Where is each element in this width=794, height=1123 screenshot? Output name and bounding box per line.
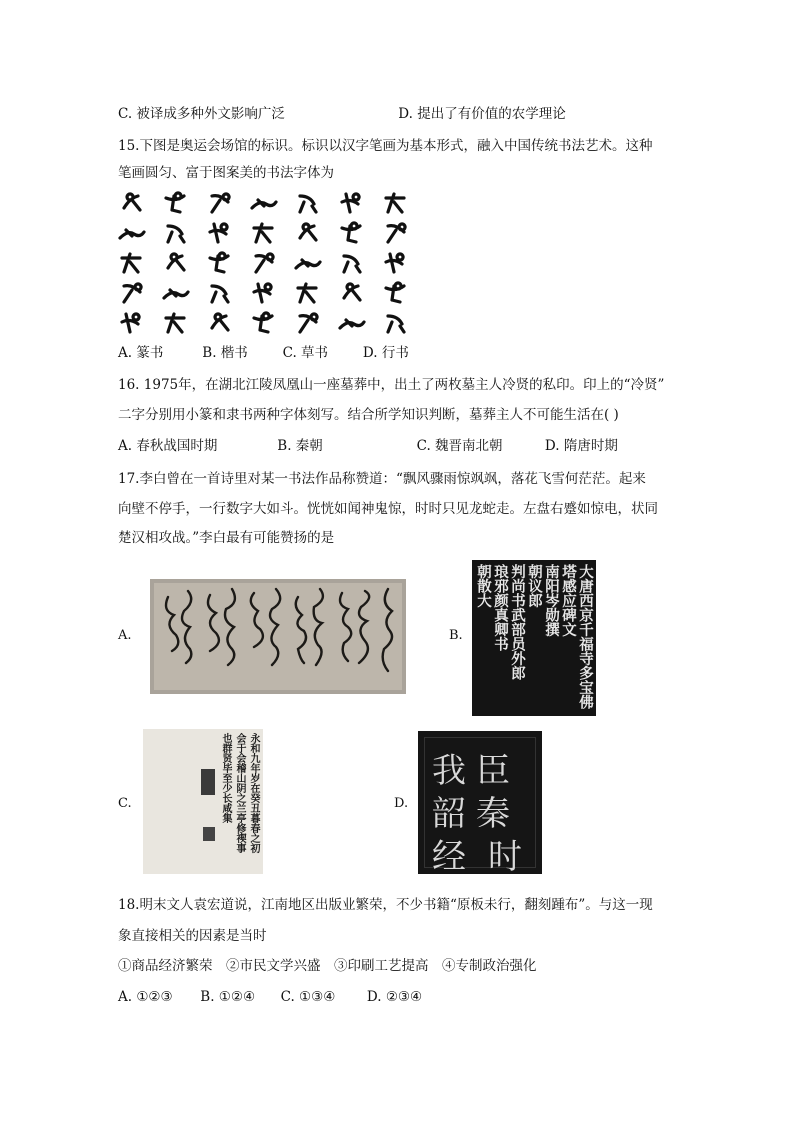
q16-option-c: C. 魏晋南北朝: [416, 438, 503, 454]
manuscript-text-column: 永和九年岁在癸丑暮春之初: [248, 733, 259, 853]
sport-pictogram-icon: [162, 280, 190, 304]
sport-pictogram-icon: [250, 220, 278, 244]
stele-text-column: 琅邪颜真卿书: [492, 564, 509, 651]
manuscript-text-column: 也群贤毕至少长咸集: [220, 733, 231, 823]
q18-statements: ①商品经济繁荣 ②市民文学兴盛 ③印刷工艺提高 ④专制政治强化: [118, 958, 537, 974]
q14-options: [118, 104, 566, 124]
sport-pictogram-icon: [118, 310, 146, 334]
sport-pictogram-icon: [382, 190, 410, 214]
sport-pictogram-icon: [338, 280, 366, 304]
q17-line3: 楚汉相攻战。”李白最有可能赞扬的是: [118, 530, 335, 546]
sport-pictogram-icon: [338, 220, 366, 244]
q16-option-a: A. 春秋战国时期: [118, 438, 218, 454]
stele-text-column: 判尚书武部员外郎: [509, 564, 526, 680]
sport-pictogram-icon: [382, 220, 410, 244]
sport-pictogram-icon: [250, 190, 278, 214]
q16-line1: 16. 1975年，在湖北江陵凤凰山一座墓葬中，出土了两枚墓主人冷贤的私印。印上的“冷贤”: [118, 377, 665, 393]
sport-pictogram-icon: [382, 310, 410, 334]
manuscript-text-column: 会于会稽山阴之兰亭修禊事: [234, 733, 245, 853]
q16-options: [118, 436, 618, 456]
sport-pictogram-icon: [382, 250, 410, 274]
sport-pictogram-icon: [338, 250, 366, 274]
sport-pictogram-icon: [294, 310, 322, 334]
q18-option-c: C. ①③④: [280, 989, 336, 1005]
sport-pictogram-icon: [206, 190, 234, 214]
sport-pictogram-icon: [118, 250, 146, 274]
q18-option-a: A. ①②③: [118, 989, 173, 1005]
q18-option-b: B. ①②④: [200, 989, 256, 1005]
q18-line1: 18.明末文人袁宏道说，江南地区出版业繁荣，不少书籍“原板未行，翻刻踵布”。与这一现: [118, 897, 653, 913]
q15-line1: 15.下图是奥运会场馆的标识。标识以汉字笔画为基本形式，融入中国传统书法艺术。这种: [118, 138, 653, 154]
q16-option-d: D. 隋唐时期: [544, 438, 618, 454]
sport-pictogram-icon: [206, 280, 234, 304]
q18-line2: 象直接相关的因素是当时: [118, 928, 267, 944]
q14-option-c: C. 被译成多种外文影响广泛: [118, 106, 285, 122]
seal-char: 时: [488, 837, 522, 877]
q17-image-c-running-script-manuscript: [143, 729, 263, 874]
sport-pictogram-icon: [294, 280, 322, 304]
seal-char: 经: [432, 837, 466, 877]
sport-pictogram-icon: [162, 190, 190, 214]
q17-label-d: D.: [394, 796, 409, 811]
sport-pictogram-icon: [250, 250, 278, 274]
q18-option-d: D. ②③④: [366, 989, 423, 1005]
stele-text-column: 朝议郎: [526, 564, 543, 608]
sport-pictogram-icon: [294, 190, 322, 214]
sport-pictogram-icon: [206, 220, 234, 244]
sport-pictogram-icon: [118, 220, 146, 244]
stele-text-column: 塔感应碑文: [560, 564, 577, 637]
stele-text-column: 南阳岑勋撰: [543, 564, 560, 637]
q16-option-b: B. 秦朝: [277, 438, 323, 454]
sport-pictogram-icon: [118, 280, 146, 304]
sport-pictogram-icon: [338, 190, 366, 214]
q15-option-d: D. 行书: [362, 345, 409, 361]
q17-line2: 向壁不停手，一行数字大如斗。恍恍如闻神鬼惊，时时只见龙蛇走。左盘右蹙如惊电，状同: [118, 501, 658, 517]
q17-image-d-seal-script: [418, 731, 542, 877]
sport-pictogram-icon: [382, 280, 410, 304]
stele-text-column: 大唐西京千福寺多宝佛: [577, 564, 594, 709]
q15-option-b: B. 楷书: [202, 345, 248, 361]
sport-pictogram-icon: [338, 310, 366, 334]
q17-label-a: A.: [118, 628, 132, 643]
sport-pictogram-icon: [118, 190, 146, 214]
stele-text-column: 朝散大: [475, 564, 492, 608]
q17-image-a-cursive-scroll: [150, 579, 406, 694]
sport-pictogram-icon: [294, 250, 322, 274]
seal-stamp: [201, 769, 215, 795]
q15-line2: 笔画圆匀、富于图案美的书法字体为: [118, 165, 334, 181]
sport-pictogram-icon: [162, 220, 190, 244]
sport-pictogram-icon: [162, 310, 190, 334]
seal-stamp: [203, 827, 215, 841]
seal-char: 韶秦: [432, 794, 520, 834]
q17-label-c: C.: [118, 796, 132, 811]
q15-option-c: C. 草书: [282, 345, 329, 361]
q15-option-a: A. 篆书: [118, 345, 164, 361]
sport-pictogram-icon: [206, 310, 234, 334]
seal-char: 我臣: [432, 751, 520, 791]
q16-line2: 二字分别用小篆和隶书两种字体刻写。结合所学知识判断，墓葬主人不可能生活在( ): [118, 407, 619, 423]
sport-pictogram-icon: [162, 250, 190, 274]
q14-option-d: D. 提出了有价值的农学理论: [398, 106, 566, 122]
sport-pictogram-icon: [250, 280, 278, 304]
sport-pictogram-icon: [206, 250, 234, 274]
q17-line1: 17.李白曾在一首诗里对某一书法作品称赞道：“飘风骤雨惊飒飒，落花飞雪何茫茫。起来: [118, 471, 646, 487]
q17-image-b-regular-script-stele: [472, 560, 596, 716]
q18-options: [118, 987, 422, 1007]
olympic-pictogram-grid: [118, 190, 428, 340]
sport-pictogram-icon: [250, 310, 278, 334]
q15-options: [118, 343, 409, 363]
sport-pictogram-icon: [294, 220, 322, 244]
q17-label-b: B.: [449, 628, 463, 643]
